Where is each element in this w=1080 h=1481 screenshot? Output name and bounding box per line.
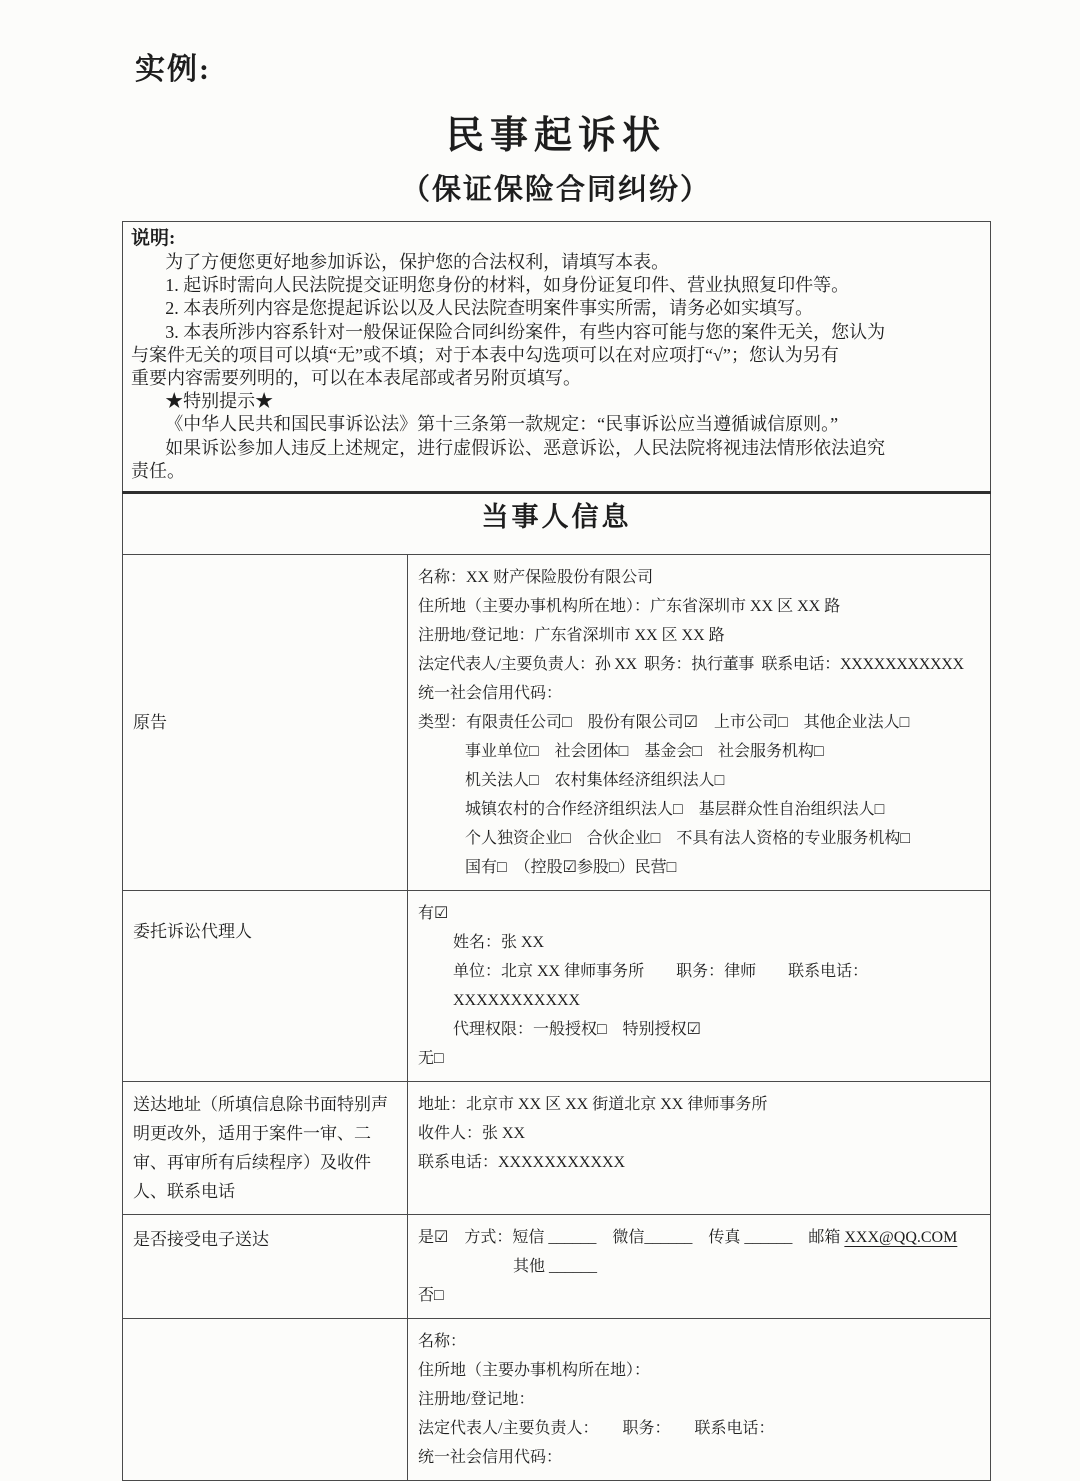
instructions-line: 3. 本表所涉内容系针对一般保证保险合同纠纷案件，有些内容可能与您的案件无关，您认为 [165,321,886,342]
agent-details [408,891,991,1082]
defendant-registration-line: 注册地/登记地： [418,1391,535,1409]
special-notice-line: ★特别提示★ [165,391,274,412]
agent-firm-line: 单位：北京 XX 律师事务所 职务：律师 联系电话：XXXXXXXXXXX [453,963,869,1010]
instructions-section [123,222,991,493]
instructions-line: 2. 本表所列内容是您提起诉讼以及人民法院查明案件事实所需，请务必如实填写。 [165,298,814,319]
instructions-heading: 说明: [131,228,176,249]
electronic-email-value: XXX@QQ.COM [844,1229,958,1247]
document-content [122,44,990,1481]
service-address-row [123,1082,991,1215]
electronic-methods-text: 是☑ 方式：短信 ______ 微信______ 传真 ______ 邮箱 [418,1229,845,1247]
service-address-label: 送达地址（所填信息除书面特别声明更改外，适用于案件一审、二审、再审所有后续程序）及收件人、联系电话 [123,1082,408,1215]
plaintiff-type-checkbox-line: 城镇农村的合作经济组织法人□ 基层群众性自治组织法人□ [465,801,885,819]
electronic-service-label: 是否接受电子送达 [123,1215,408,1319]
instructions-line: 《中华人民共和国民事诉讼法》第十三条第一款规定：“民事诉讼应当遵循诚信原则。” [165,414,839,435]
plaintiff-credit-code-line: 统一社会信用代码： [418,685,563,703]
instructions-line: 责任。 [131,460,185,481]
party-info-header: 当事人信息 [123,493,991,555]
defendant-credit-code-line: 统一社会信用代码： [418,1449,563,1467]
instructions-line: 与案件无关的项目可以填“无”或不填；对于本表中勾选项可以在对应项打“√”；您认为另有 [131,344,839,365]
plaintiff-ownership-checkbox-line: 国有□ （控股☑参股□）民营□ [465,859,677,877]
defendant-details [408,1319,991,1481]
doc-title: 民事起诉状 [445,115,666,157]
defendant-legal-rep-line: 法定代表人/主要负责人： 职务： 联系电话： [418,1420,775,1438]
electronic-yes-checkbox-line [418,1223,986,1252]
example-label: 实例: [135,53,211,86]
agent-none-checkbox-line: 无□ [418,1050,444,1068]
plaintiff-type-checkbox-line: 类型：有限责任公司□ 股份有限公司☑ 上市公司□ 其他企业法人□ [418,714,910,732]
plaintiff-legal-rep-line: 法定代表人/主要负责人：孙 XX 职务：执行董事 联系电话：XXXXXXXXXXX [418,656,964,674]
instructions-line: 1. 起诉时需向人民法院提交证明您身份的材料，如身份证复印件、营业执照复印件等。 [165,275,850,296]
party-info-header-row [123,493,991,555]
plaintiff-residence-line: 住所地（主要办事机构所在地）：广东省深圳市 XX 区 XX 路 [418,598,841,616]
instructions-line: 为了方便您更好地参加诉讼，保护您的合法权利，请填写本表。 [165,252,670,272]
defendant-row [123,1319,991,1481]
plaintiff-details [408,555,991,891]
electronic-service-row [123,1215,991,1319]
plaintiff-type-checkbox-line: 机关法人□ 农村集体经济组织法人□ [465,772,725,790]
agent-row [123,891,991,1082]
agent-name-line: 姓名：张 XX [453,934,545,952]
electronic-service-details [408,1215,991,1319]
plaintiff-type-checkbox-line: 事业单位□ 社会团体□ 基金会□ 社会服务机构□ [465,743,824,761]
agent-authority-checkbox-line: 代理权限：一般授权□ 特别授权☑ [453,1021,702,1039]
defendant-label [123,1319,408,1481]
plaintiff-registration-line: 注册地/登记地：广东省深圳市 XX 区 XX 路 [418,627,725,645]
defendant-residence-line: 住所地（主要办事机构所在地）： [418,1362,651,1380]
instructions-line: 如果诉讼参加人违反上述规定，进行虚假诉讼、恶意诉讼，人民法院将视违法情形依法追究 [165,437,886,458]
instructions-row [123,222,991,493]
instructions-line: 重要内容需要列明的，可以在本表尾部或者另附页填写。 [131,368,581,389]
plaintiff-type-checkbox-line: 个人独资企业□ 合伙企业□ 不具有法人资格的专业服务机构□ [465,830,910,848]
service-address-details [408,1082,991,1215]
doc-subtitle: （保证保险合同纠纷） [400,174,711,206]
complaint-form-table [122,221,991,1481]
service-address-line: 地址：北京市 XX 区 XX 街道北京 XX 律师事务所 [418,1096,768,1114]
service-recipient-line: 收件人：张 XX [418,1125,526,1143]
plaintiff-row [123,555,991,891]
electronic-other-line: 其他 ______ [513,1258,598,1276]
service-phone-line: 联系电话：XXXXXXXXXXX [418,1154,626,1172]
agent-has-checkbox-line: 有☑ [418,905,449,923]
plaintiff-label: 原告 [123,555,408,891]
agent-label: 委托诉讼代理人 [123,891,408,1082]
electronic-no-checkbox-line: 否□ [418,1287,444,1305]
plaintiff-name-line: 名称：XX 财产保险股份有限公司 [418,569,654,587]
defendant-name-line: 名称： [418,1333,467,1351]
